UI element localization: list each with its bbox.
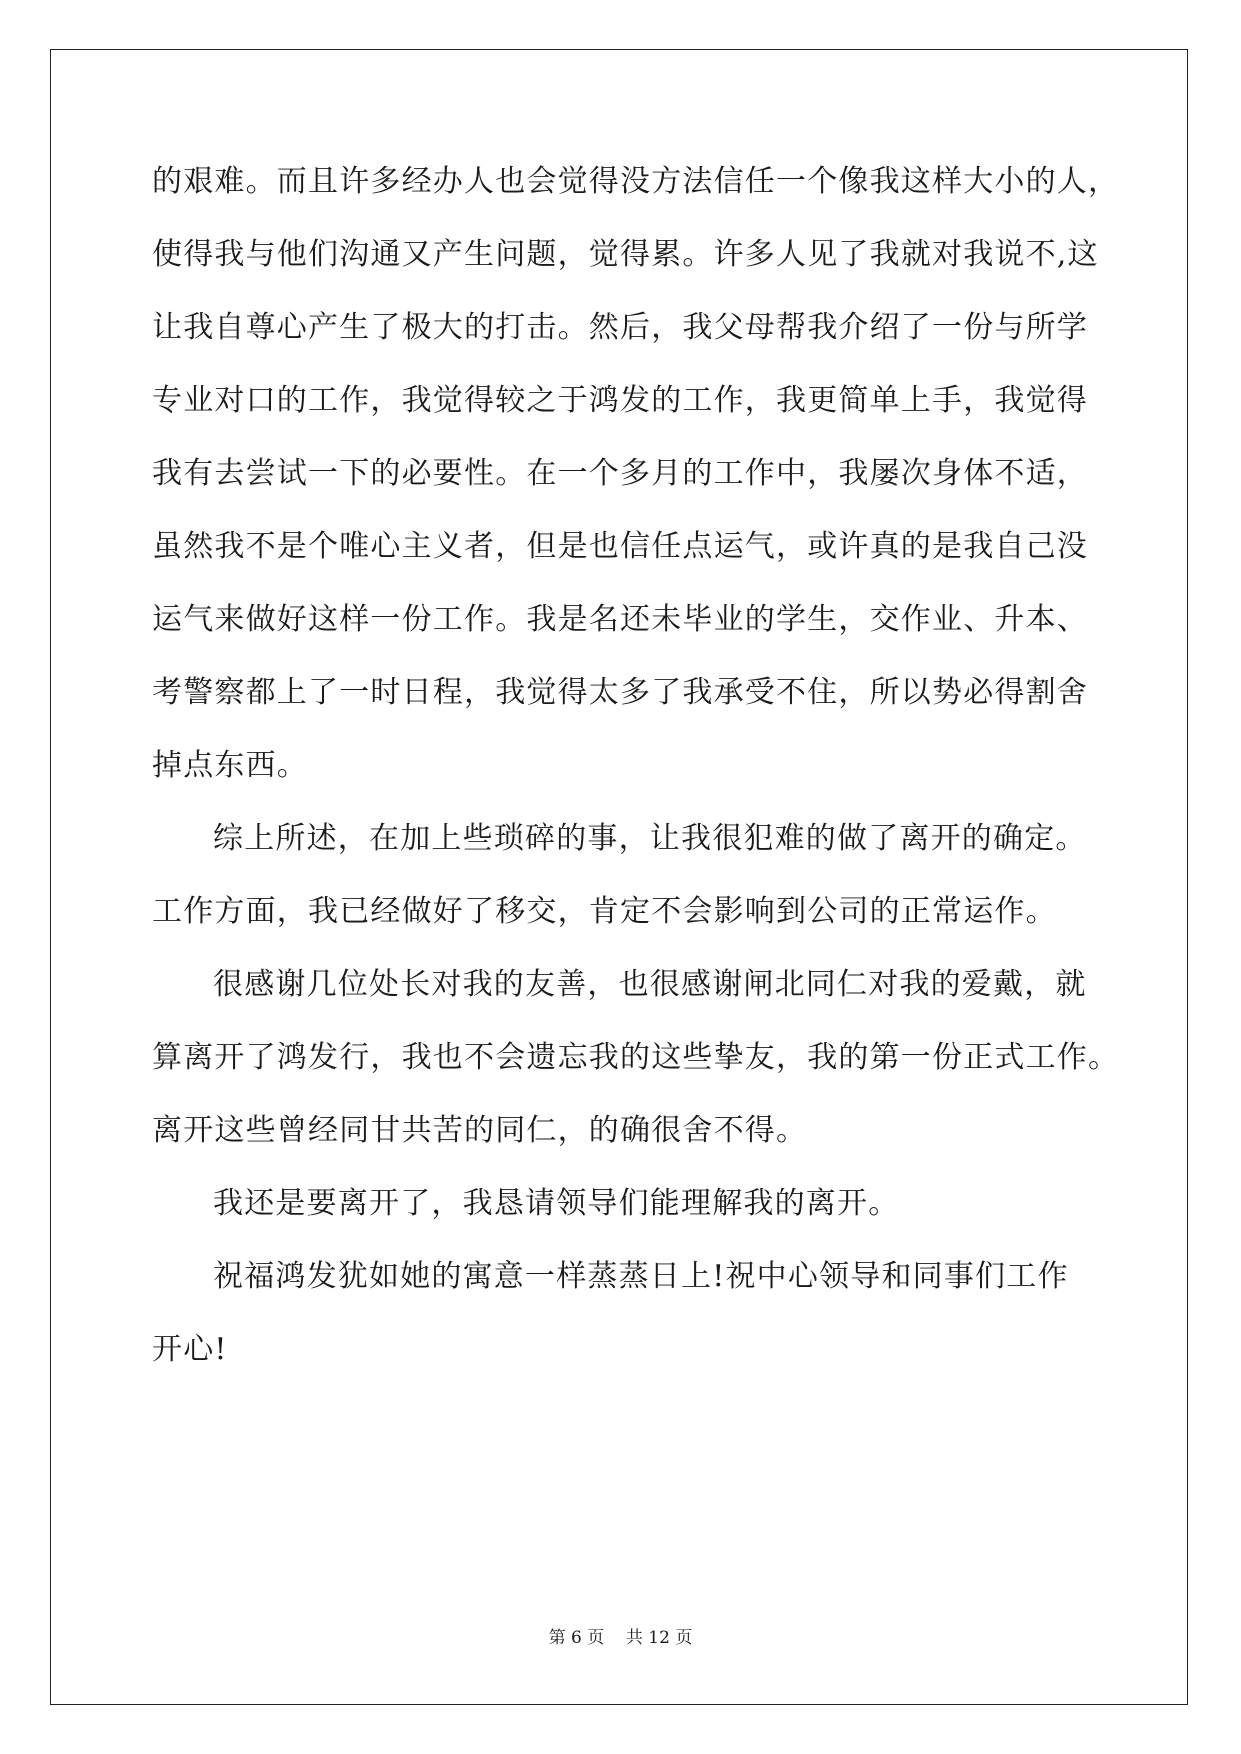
text-line: 开心!: [152, 1332, 228, 1367]
text-line: 让我自尊心产生了极大的打击。然后，我父母帮我介绍了一份与所学: [152, 310, 1088, 345]
text-line: 掉点东西。: [152, 748, 308, 783]
text-line: 我有去尝试一下的必要性。在一个多月的工作中，我屡次身体不适，: [152, 456, 1088, 491]
text-line: 工作方面，我已经做好了移交，肯定不会影响到公司的正常运作。: [152, 894, 1057, 929]
text-line: 虽然我不是个唯心主义者，但是也信任点运气，或许真的是我自己没: [152, 529, 1088, 564]
paragraph-start: 祝福鸿发犹如她的寓意一样蒸蒸日上!祝中心领导和同事们工作: [213, 1259, 1069, 1294]
text-line: 的艰难。而且许多经办人也会觉得没方法信任一个像我这样大小的人，: [152, 164, 1120, 199]
text-line: 运气来做好这样一份工作。我是名还未毕业的学生，交作业、升本、: [152, 602, 1088, 637]
text-line: 专业对口的工作，我觉得较之于鸿发的工作，我更简单上手，我觉得: [152, 383, 1088, 418]
paragraph-start: 我还是要离开了，我恳请领导们能理解我的离开。: [213, 1186, 900, 1221]
paragraph-start: 很感谢几位处长对我的友善，也很感谢闸北同仁对我的爱戴，就: [213, 967, 1087, 1002]
text-line: 使得我与他们沟通又产生问题，觉得累。许多人见了我就对我说不,这: [152, 237, 1099, 272]
text-line: 算离开了鸿发行，我也不会遗忘我的这些挚友，我的第一份正式工作。: [152, 1040, 1120, 1075]
text-line: 离开这些曾经同甘共苦的同仁，的确很舍不得。: [152, 1113, 808, 1148]
text-line: 考警察都上了一时日程，我觉得太多了我承受不住，所以势必得割舍: [152, 675, 1088, 710]
page-border: [50, 49, 1188, 1705]
page-number-footer: 第 6 页 共 12 页: [548, 1628, 693, 1648]
paragraph-start: 综上所述，在加上些琐碎的事，让我很犯难的做了离开的确定。: [213, 821, 1087, 856]
